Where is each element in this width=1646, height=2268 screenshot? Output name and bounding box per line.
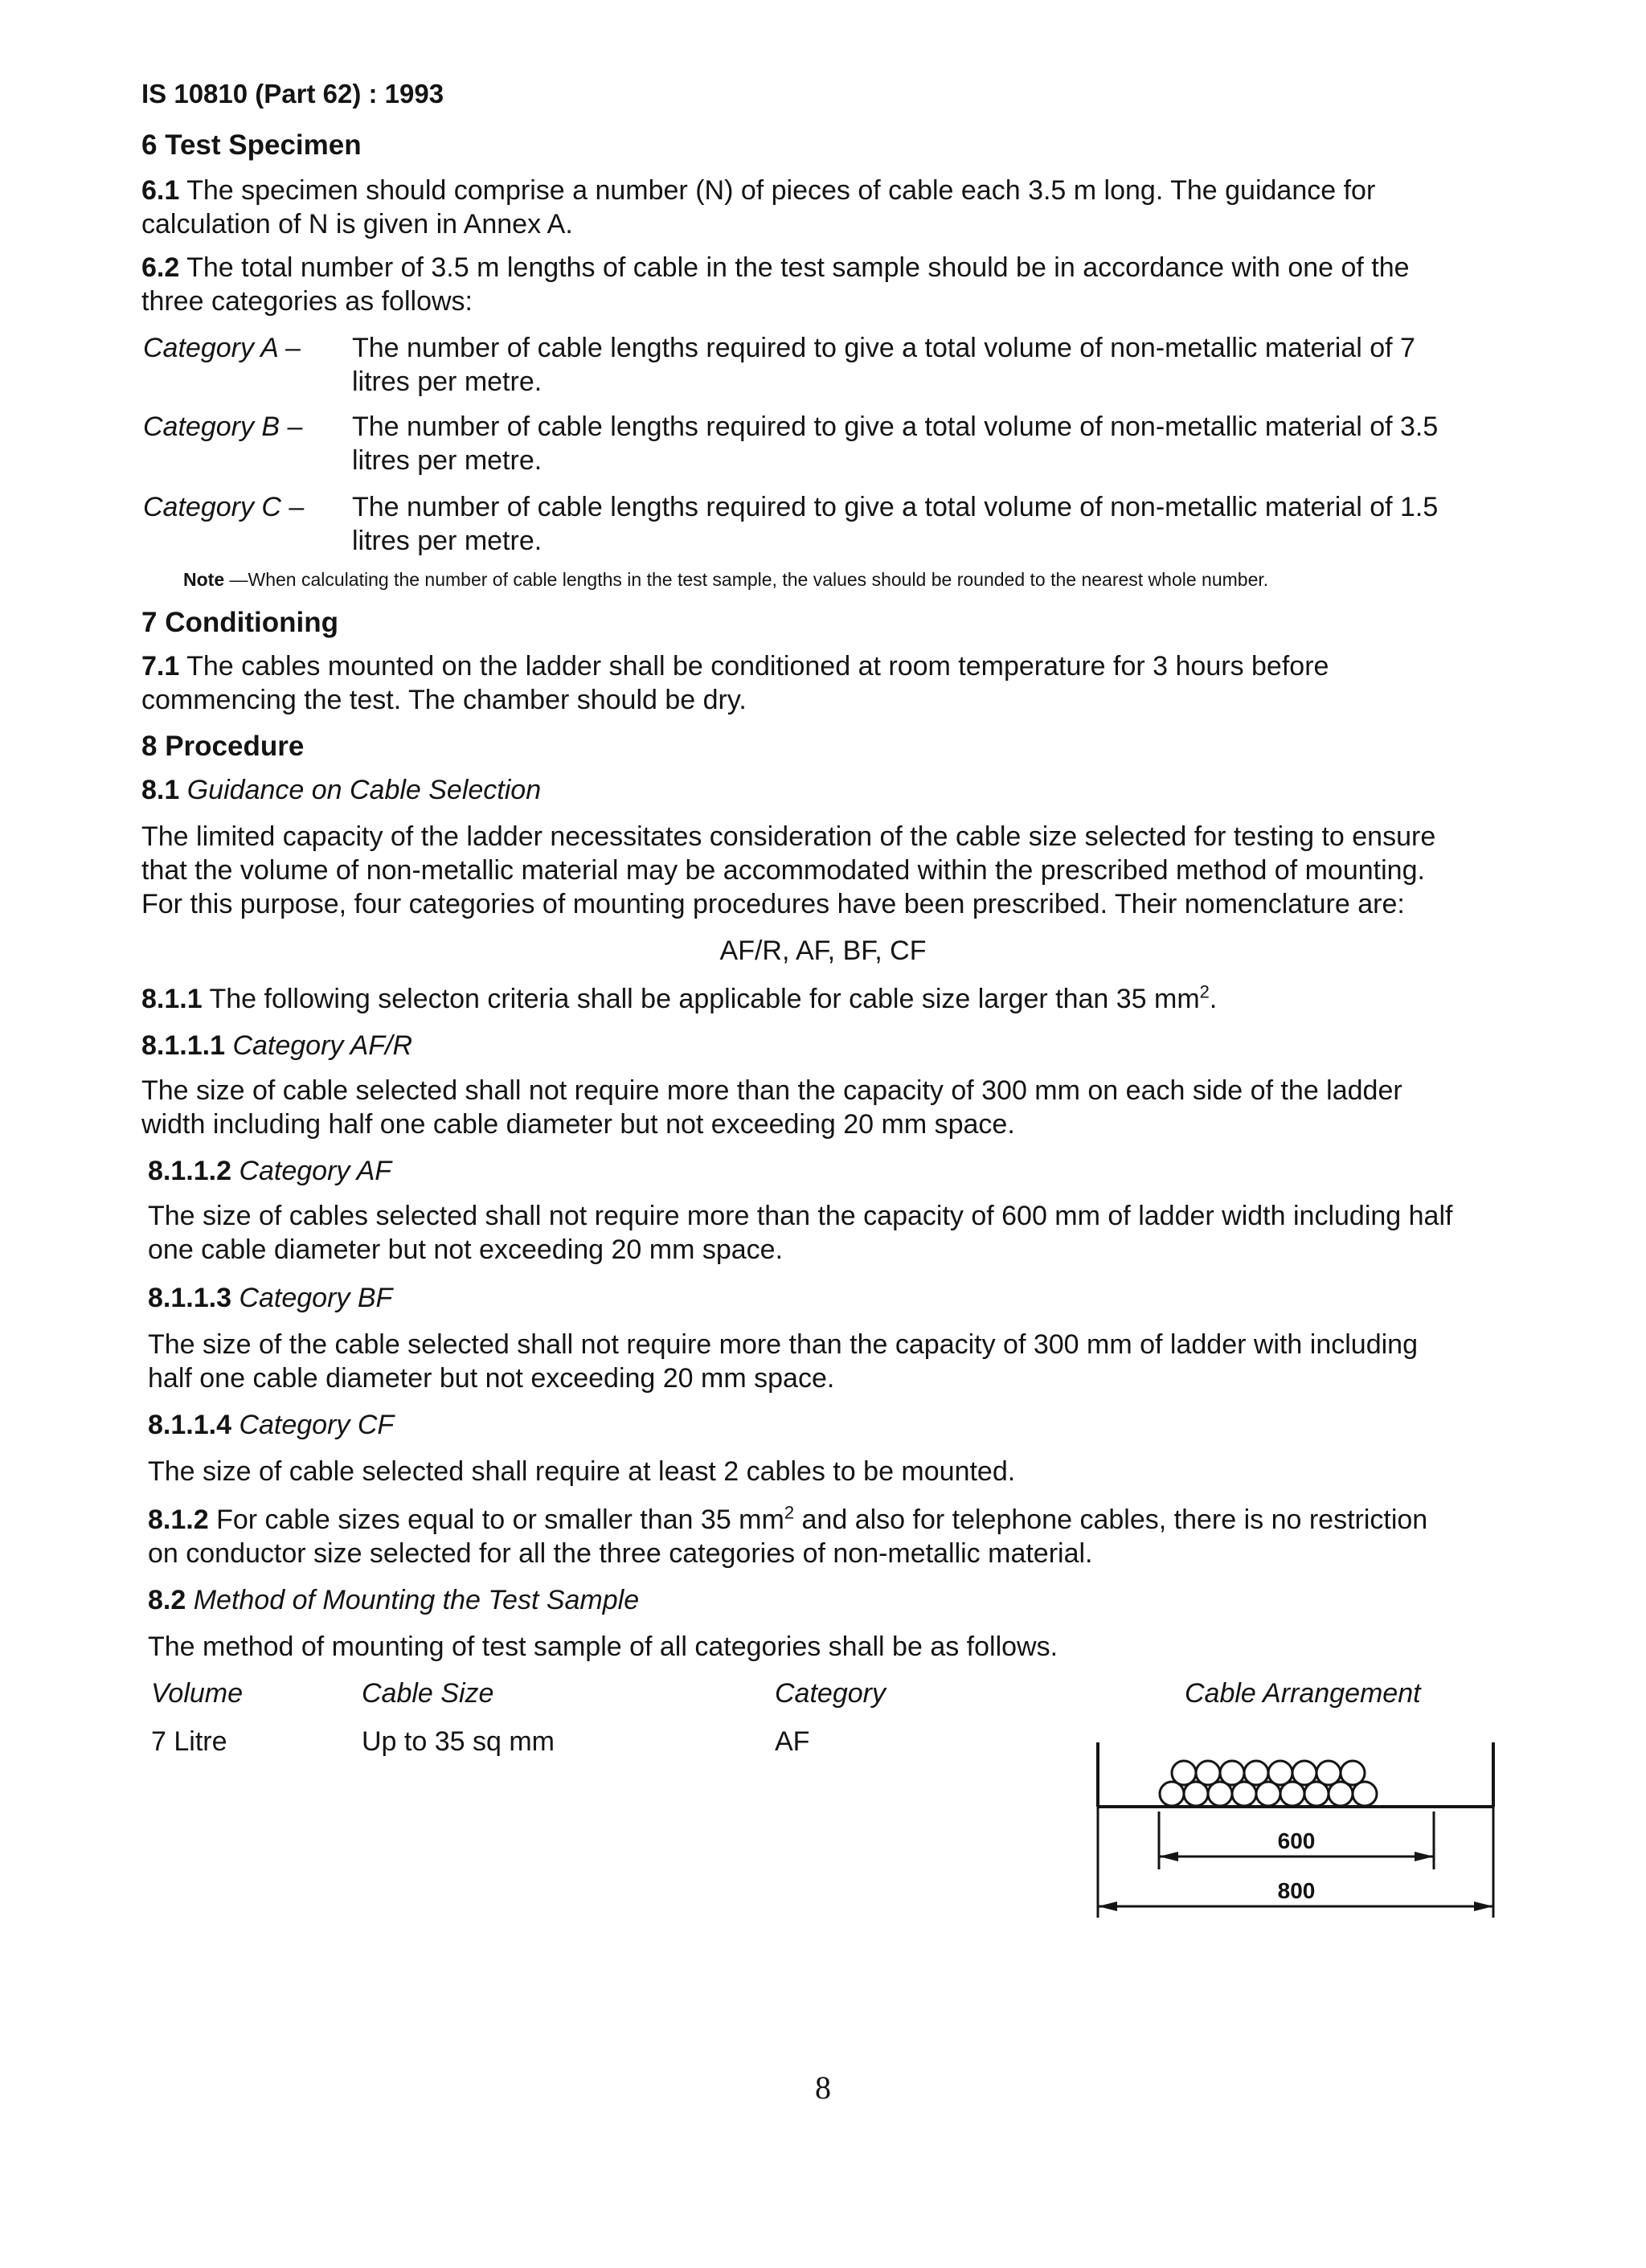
arrow-left-icon: [1098, 1902, 1117, 1911]
clause-7-1-line-1: [141, 649, 1329, 683]
clause-number: 8.1.1: [141, 984, 203, 1014]
note: [183, 567, 1268, 592]
page-number: 8: [815, 2069, 831, 2106]
table-header-cable-size: Cable Size: [362, 1678, 494, 1709]
clause-8-1-heading: [141, 773, 541, 807]
category-text-line-2: litres per metre.: [352, 366, 543, 397]
clause-number: 6.2: [141, 252, 180, 283]
clause-8-1-1-3-line-2: half one cable diameter but not exceeding 20 mm space.: [148, 1363, 835, 1394]
clause-6-1-line-1: [141, 174, 1375, 207]
cable-icon: [1292, 1761, 1316, 1785]
superscript: 2: [784, 1502, 795, 1523]
arrow-right-icon: [1474, 1902, 1493, 1911]
cable-icon: [1172, 1761, 1196, 1785]
category-text-line-2: litres per metre.: [352, 445, 543, 476]
clause-title: Category BF: [239, 1283, 393, 1313]
clause-8-1-1-3-line-1: The size of the cable selected shall not require more than the capacity of 300 mm of ladder with including: [148, 1329, 1418, 1360]
clause-end: .: [1209, 984, 1218, 1014]
cable-bundle: [1160, 1761, 1377, 1806]
nomenclature-list: AF/R, AF, BF, CF: [719, 935, 927, 966]
clause-number: 8.1.1.1: [141, 1030, 225, 1061]
clause-8-2-heading: [148, 1583, 639, 1617]
clause-text: The total number of 3.5 m lengths of cable in the test sample should be in accordance with one of the: [186, 252, 1410, 283]
standard-number: IS 10810 (Part 62) : 1993: [141, 79, 444, 108]
table-cell-category: AF: [775, 1726, 810, 1757]
clause-8-1-1-2-heading: [148, 1154, 391, 1188]
intro-line-1: The limited capacity of the ladder necessitates consideration of the cable size selected for testing to ensure: [141, 821, 1436, 852]
category-text-line-2: litres per metre.: [352, 526, 543, 556]
category-label: Category C –: [143, 492, 305, 522]
note-text: —When calculating the number of cable lengths in the test sample, the values should be rounded to the nearest whole number.: [229, 569, 1269, 590]
clause-6-2-line-1: [141, 251, 1410, 285]
arrow-right-icon: [1415, 1852, 1434, 1861]
clause-number: 8.1.1.4: [148, 1410, 231, 1440]
cable-icon: [1316, 1761, 1341, 1785]
clause-title: Guidance on Cable Selection: [186, 775, 542, 805]
clause-text-rest: and also for telephone cables, there is no restriction: [794, 1504, 1428, 1535]
clause-8-1-1-4-heading: [148, 1408, 394, 1442]
clause-8-1-1: [141, 982, 1217, 1016]
clause-6-2-line-2: three categories as follows:: [141, 286, 473, 317]
cable-icon: [1220, 1761, 1244, 1785]
clause-8-1-1-1-heading: [141, 1029, 412, 1062]
superscript: 2: [1199, 981, 1210, 1002]
clause-8-1-1-4-line-1: The size of cable selected shall require at least 2 cables to be mounted.: [148, 1456, 1016, 1487]
cable-icon: [1196, 1761, 1220, 1785]
clause-title: Method of Mounting the Test Sample: [193, 1585, 640, 1615]
arrow-left-icon: [1159, 1852, 1178, 1861]
clause-8-1-2-line-1: [148, 1503, 1427, 1537]
category-label: Category A –: [143, 333, 301, 363]
table-cell-cable-size: Up to 35 sq mm: [362, 1726, 555, 1757]
clause-8-1-1-2-line-2: one cable diameter but not exceeding 20 mm space.: [148, 1234, 784, 1265]
table-header-cable-arrangement: Cable Arrangement: [1185, 1678, 1421, 1709]
dimension-label-600: 600: [1277, 1828, 1316, 1853]
section-heading-conditioning: 7 Conditioning: [141, 607, 338, 638]
cable-icon: [1244, 1761, 1268, 1785]
intro-line-3: For this purpose, four categories of mounting procedures have been prescribed. Their nomenclature are:: [141, 889, 1405, 919]
clause-8-1-2-line-2: on conductor size selected for all the three categories of non-metallic material.: [148, 1538, 1093, 1569]
cable-arrangement-diagram: [1085, 1728, 1503, 1937]
clause-text: The specimen should comprise a number (N) of pieces of cable each 3.5 m long. The guidance for: [186, 175, 1376, 206]
intro-line-2: that the volume of non-metallic material may be accommodated within the prescribed method of mounting.: [141, 855, 1425, 886]
clause-title: Category AF/R: [232, 1030, 413, 1061]
clause-8-1-1-2-line-1: The size of cables selected shall not require more than the capacity of 600 mm of ladder width including half: [148, 1201, 1453, 1231]
section-heading-procedure: 8 Procedure: [141, 731, 305, 762]
note-label: Note: [183, 569, 225, 590]
clause-6-1-line-2: calculation of N is given in Annex A.: [141, 209, 573, 239]
category-text-line-1: The number of cable lengths required to give a total volume of non-metallic material of 7: [352, 333, 1415, 363]
category-text-line-1: The number of cable lengths required to give a total volume of non-metallic material of 3.5: [352, 411, 1439, 442]
clause-number: 8.1.1.2: [148, 1156, 231, 1186]
clause-8-2-line-1: The method of mounting of test sample of all categories shall be as follows.: [148, 1631, 1058, 1662]
clause-8-1-1-3-heading: [148, 1281, 392, 1315]
cable-icon: [1268, 1761, 1292, 1785]
table-header-volume: Volume: [151, 1678, 244, 1709]
clause-text: For cable sizes equal to or smaller than 35 mm: [216, 1504, 784, 1535]
cable-icon: [1341, 1761, 1365, 1785]
category-label: Category B –: [143, 411, 303, 442]
dimension-label-800: 800: [1277, 1878, 1316, 1903]
clause-number: 6.1: [141, 175, 180, 206]
clause-7-1-line-2: commencing the test. The chamber should be dry.: [141, 685, 747, 715]
clause-8-1-1-1-line-2: width including half one cable diameter but not exceeding 20 mm space.: [141, 1109, 1015, 1140]
table-cell-volume: 7 Litre: [151, 1726, 227, 1757]
section-heading-test-specimen: 6 Test Specimen: [141, 129, 362, 161]
clause-number: 8.1.2: [148, 1504, 209, 1535]
clause-text: The cables mounted on the ladder shall be conditioned at room temperature for 3 hours before: [186, 651, 1329, 682]
clause-number: 7.1: [141, 651, 180, 682]
clause-title: Category CF: [239, 1410, 395, 1440]
clause-number: 8.1.1.3: [148, 1283, 231, 1313]
clause-number: 8.2: [148, 1585, 186, 1615]
table-header-category: Category: [775, 1678, 886, 1709]
clause-text: The following selecton criteria shall be applicable for cable size larger than 35 mm: [209, 984, 1200, 1014]
clause-8-1-1-1-line-1: The size of cable selected shall not require more than the capacity of 300 mm on each side of the ladder: [141, 1075, 1402, 1106]
clause-number: 8.1: [141, 775, 180, 805]
clause-title: Category AF: [239, 1156, 392, 1186]
category-text-line-1: The number of cable lengths required to give a total volume of non-metallic material of 1.5: [352, 492, 1439, 522]
